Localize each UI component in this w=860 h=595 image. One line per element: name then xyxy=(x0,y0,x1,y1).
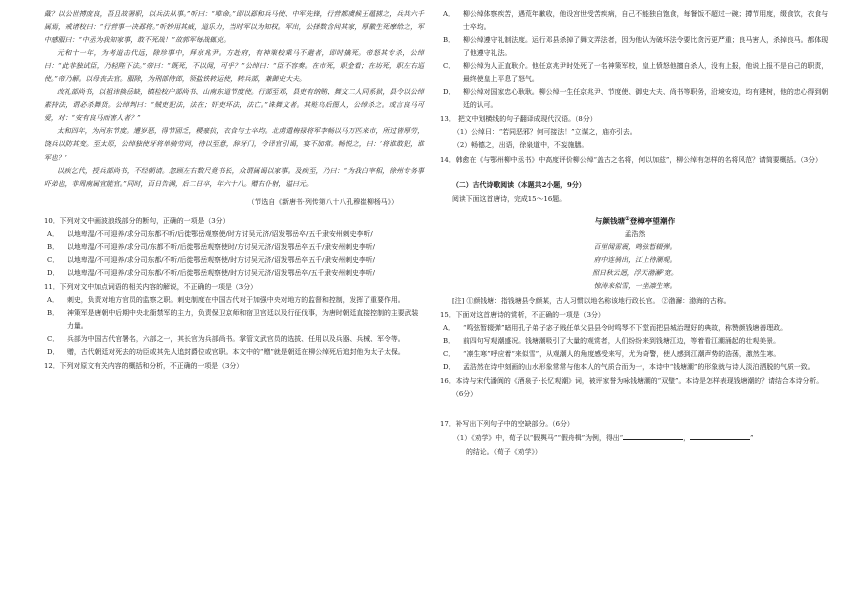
question-12 xyxy=(44,360,424,373)
question-16 xyxy=(440,375,830,401)
section-heading: （二）古代诗歌阅读（本题共2小题，9分） xyxy=(452,180,586,189)
option-c[interactable]: C． “凛生寒”呼应着“来似雪”，从观潮人的角度感受来写，尤为奇警，使人感到江潮声势的浩荡，激然生寒。 xyxy=(443,350,781,359)
question-stem: 13． 把文中划横线的句子翻译成现代汉语。（8分） xyxy=(440,115,597,124)
option-a[interactable]: A． “鸣弦暂辍弹”暗用孔子弟子宓子贱任单父县县令时鸣琴不下堂而把县城治理好的典故，称赞颜钱塘善理政。 xyxy=(443,324,788,333)
passage-paragraph: 改礼部尚书，以祖讳换岳缺，镇检校户部尚书、山南东道节度使。行部至邓，县吏有纳贿、舞文二人同系狱，县令以公绰素持法，谓必杀舞货。公绰判曰：“贼吏犯法，法在；奸吏坏法，法亡。”诛舞文者。其赃乌后图人，公绰杀之。或言良马可爱，对：“安有良马而害人者？” xyxy=(44,88,424,123)
right-column xyxy=(440,8,830,589)
question-stem: 12．下列对原文有关内容的概括和分析，不正确的一项是（3分） xyxy=(44,362,244,371)
question-14 xyxy=(440,154,830,167)
translation-item: （2）畅德之，出语，徐泉道中，不妄施膳。 xyxy=(453,141,589,150)
question-12-options xyxy=(440,8,830,112)
question-stem: 11．下列对文中加点词语的相关内容的解说，不正确的一项是（3分） xyxy=(44,282,257,291)
fill-blank-item: （1）《劝学》中，荀子以“假舆马”“假舟楫”为例，得出“ ， ” xyxy=(440,431,830,445)
poem-line: 照日秋云迥，浮天渤澥²宽。 xyxy=(592,269,678,278)
poem xyxy=(440,212,830,309)
question-10 xyxy=(44,215,424,280)
option-c[interactable]: C． 柳公绰为人正直耿介。他任京兆尹时处死了一名神策军校，皇上愤怒他擅自杀人，没有上报，他说上报不是自己的职责，最终使皇上平息了怒气。 xyxy=(443,62,829,84)
passage-source: （节选自《新唐书·列传第八十八孔穆崔柳杨马》） xyxy=(247,197,398,206)
option-d[interactable]: D． 孟浩然在诗中刻画的山水形象常常与他本人的气质合而为一，本诗中“钱塘潮”的形象就与诗人淡泊洒脱的气质一致。 xyxy=(443,363,815,372)
fill-blank-item-end: 的结论。（荀子《劝学》） xyxy=(466,447,542,456)
question-11 xyxy=(44,281,424,359)
question-stem: 16．本诗与宋代潘阆的《酒泉子·长忆观潮》词，被评家誉为咏钱塘潮的“双璧”。本诗是怎样表现钱塘潮的？请结合本诗分析。（6分） xyxy=(440,377,824,399)
left-column xyxy=(44,8,424,589)
question-stem: 17．补写出下列句子中的空缺部分。（6分） xyxy=(440,420,574,429)
option-d[interactable]: D． 赠，古代朝廷对死去的功臣或其先人追封爵位或官职。本文中的“赠”就是朝廷在柳公绰死后追封他为太子太保。 xyxy=(47,348,405,357)
passage-paragraph: 戴？以公世搏庞良，吾且故署职，以兵法从事。”听曰：“唯命。”即以郄和兵马使、中军先锋，行营都虞候王蕴掳之，兵共六千属焉，戒诸校曰：“行营事一决郄将。”听妙用其威，道乐力，当时军以为知权。军出，公择数含问其家，厚徽生死摩给之，军中感服曰：“中丞为我知家事，敢不死战！”故郭军每战辄克。 xyxy=(44,10,424,45)
poem-author: 孟浩然 xyxy=(624,230,646,239)
passage xyxy=(44,8,424,209)
option-a[interactable]: A． 刺史，负责对地方官员的监察之职。刺史制度在中国古代对于加强中央对地方的监督和控制，发挥了重要作用。 xyxy=(47,295,405,304)
answer-blank-1[interactable] xyxy=(623,431,683,440)
passage-paragraph: 元和十一年，为考道击代远，除珍事中，拜京兆尹。方赴府，有神策校乘马不避者，即时擒死。帝怒其专杀，公绰曰：“此非独试臣，乃轻陛下法。”帝曰：“既死，不以闻，可乎？”公绰曰：“臣不容奏。在市死，职金看；在坊死，职左右巡使。”帝乃解。以母丧去官。服除，为刑部侍郎，领盐铁转运使，转兵部，兼御史大夫。 xyxy=(44,49,424,84)
question-stem: 15．下面对这首唐诗的赏析，不正确的一项是（3分） xyxy=(440,311,605,320)
option-b[interactable]: B． 柳公绰遵守礼制法度。运行邓县杀掉了舞文弄法者，因为他认为破坏法令要比贪污更严重；良马害人，杀掉良马。都体现了他遵守礼法。 xyxy=(443,36,829,58)
passage-paragraph: 太和四年，为河东节度。遭岁恶，得节固乏，稷豪抗，衣食与士卒均。北虏遣梅禄将军李畅以马万匹来市，所过皆厚劳，饶兵以防其变。至太原，公绰独使牙将单骑劳问，待以至意，辞牙门，令译官引谒，宴不加常。畅悦之，曰：‘将谁敢犯，谁军也？’ xyxy=(44,127,424,162)
answer-blank-2[interactable] xyxy=(690,431,750,440)
option-b[interactable]: B． 以地卑湿/不可迎养/求分司/东都不听/后徙鄂岳观察使时/方讨吴元济/诏发鄂岳卒五千/隶安州刺史李听/ xyxy=(47,242,375,251)
poem-line: 百里闻雷震，鸣弦暂辍弹。 xyxy=(593,243,677,252)
poem-title: 与颜钱塘①登樟亭望潮作 xyxy=(594,215,676,226)
option-d[interactable]: D． 柳公绰对国家忠心耿耿。柳公绰一生任京兆尹、节度使、御史大夫、尚书等职务，沿境安边，均有建树，他的忠心得到朝廷的认可。 xyxy=(443,88,829,110)
question-15 xyxy=(440,309,830,374)
question-stem: 14．韩愈在《与鄂州柳中丞书》中高度评价柳公绰“盖古之名将，何以加兹”，柳公绰有怎样的名将风范？请简要概括。（3分） xyxy=(440,155,822,164)
translation-item: （1）公绰曰：“若同恶邪？何可接法！”立谋之，庙亦引去。 xyxy=(453,128,637,137)
poem-note: [注] ①颜钱塘：指钱塘县令颜某，古人习惯以地名称该地行政长官。 ②渤澥：渤海的古称。 xyxy=(452,297,731,306)
question-17 xyxy=(440,418,830,458)
option-a[interactable]: A． 柳公绰体察疾苦，遇荒年歉收，他设宫世受苦疾病，自己不能独自饱食，每餐饭不超过一碗；撙节用度，缀食饮，衣食与士卒均。 xyxy=(443,10,829,32)
poem-line: 府中连骑出，江上待潮观。 xyxy=(593,256,677,265)
option-d[interactable]: D． 以地卑湿/不可迎养/求分司东都/不听/后徙鄂岳观察使/时方讨吴元济/诏发鄂岳卒/五千隶安州刺史李听/ xyxy=(47,268,375,277)
option-b[interactable]: B． 神策军是唐朝中后期中央北衙禁军的主力，负责保卫京师和宿卫宫廷以及行征伐事，为唐时朝廷直接控制的主要武装力量。 xyxy=(47,308,419,331)
option-c[interactable]: C． 以地卑湿/不可迎养/求分司东都/不听/后徙鄂岳观察使/时方讨吴元济/诏发鄂岳卒五千/隶安州刺史李听/ xyxy=(47,255,375,264)
option-b[interactable]: B． 前四句写观潮盛况。钱塘潮吸引了大量的观赏者，人们纷纷来到钱塘江边，等着看江潮涌起的壮观美景。 xyxy=(443,337,780,346)
passage-paragraph: 以疾乞代，授兵部尚书，不经朝请。忽顾左右数尺竟书长，众谓属谒以家事。及疾至，乃曰：“为我白宰相，徐州专务事吓弟也，非周南属宜能官。”同时，百日告满，后二日卒，年六十八。赠右仆射，谥曰元。 xyxy=(44,166,424,188)
poem-line: 惊涛来似雪，一坐凛生寒。 xyxy=(593,282,677,291)
question-stem: 10．下列对文中画波浪线部分的断句，正确的一项是（3分） xyxy=(44,216,230,225)
option-a[interactable]: A． 以地卑湿/不可迎养/求分司东都不听/后徙鄂岳观察使/时方讨吴元济/诏发鄂岳卒/五千隶安州刺史李听/ xyxy=(47,229,373,238)
section-intro: 阅读下面这首唐诗，完成15～16题。 xyxy=(452,194,567,203)
option-c[interactable]: C． 兵部为中国古代官署名，六部之一，其长官为兵部尚书。掌管文武官员的选拔、任用以及兵器、兵械、军令等。 xyxy=(47,335,405,344)
question-13 xyxy=(440,113,830,152)
